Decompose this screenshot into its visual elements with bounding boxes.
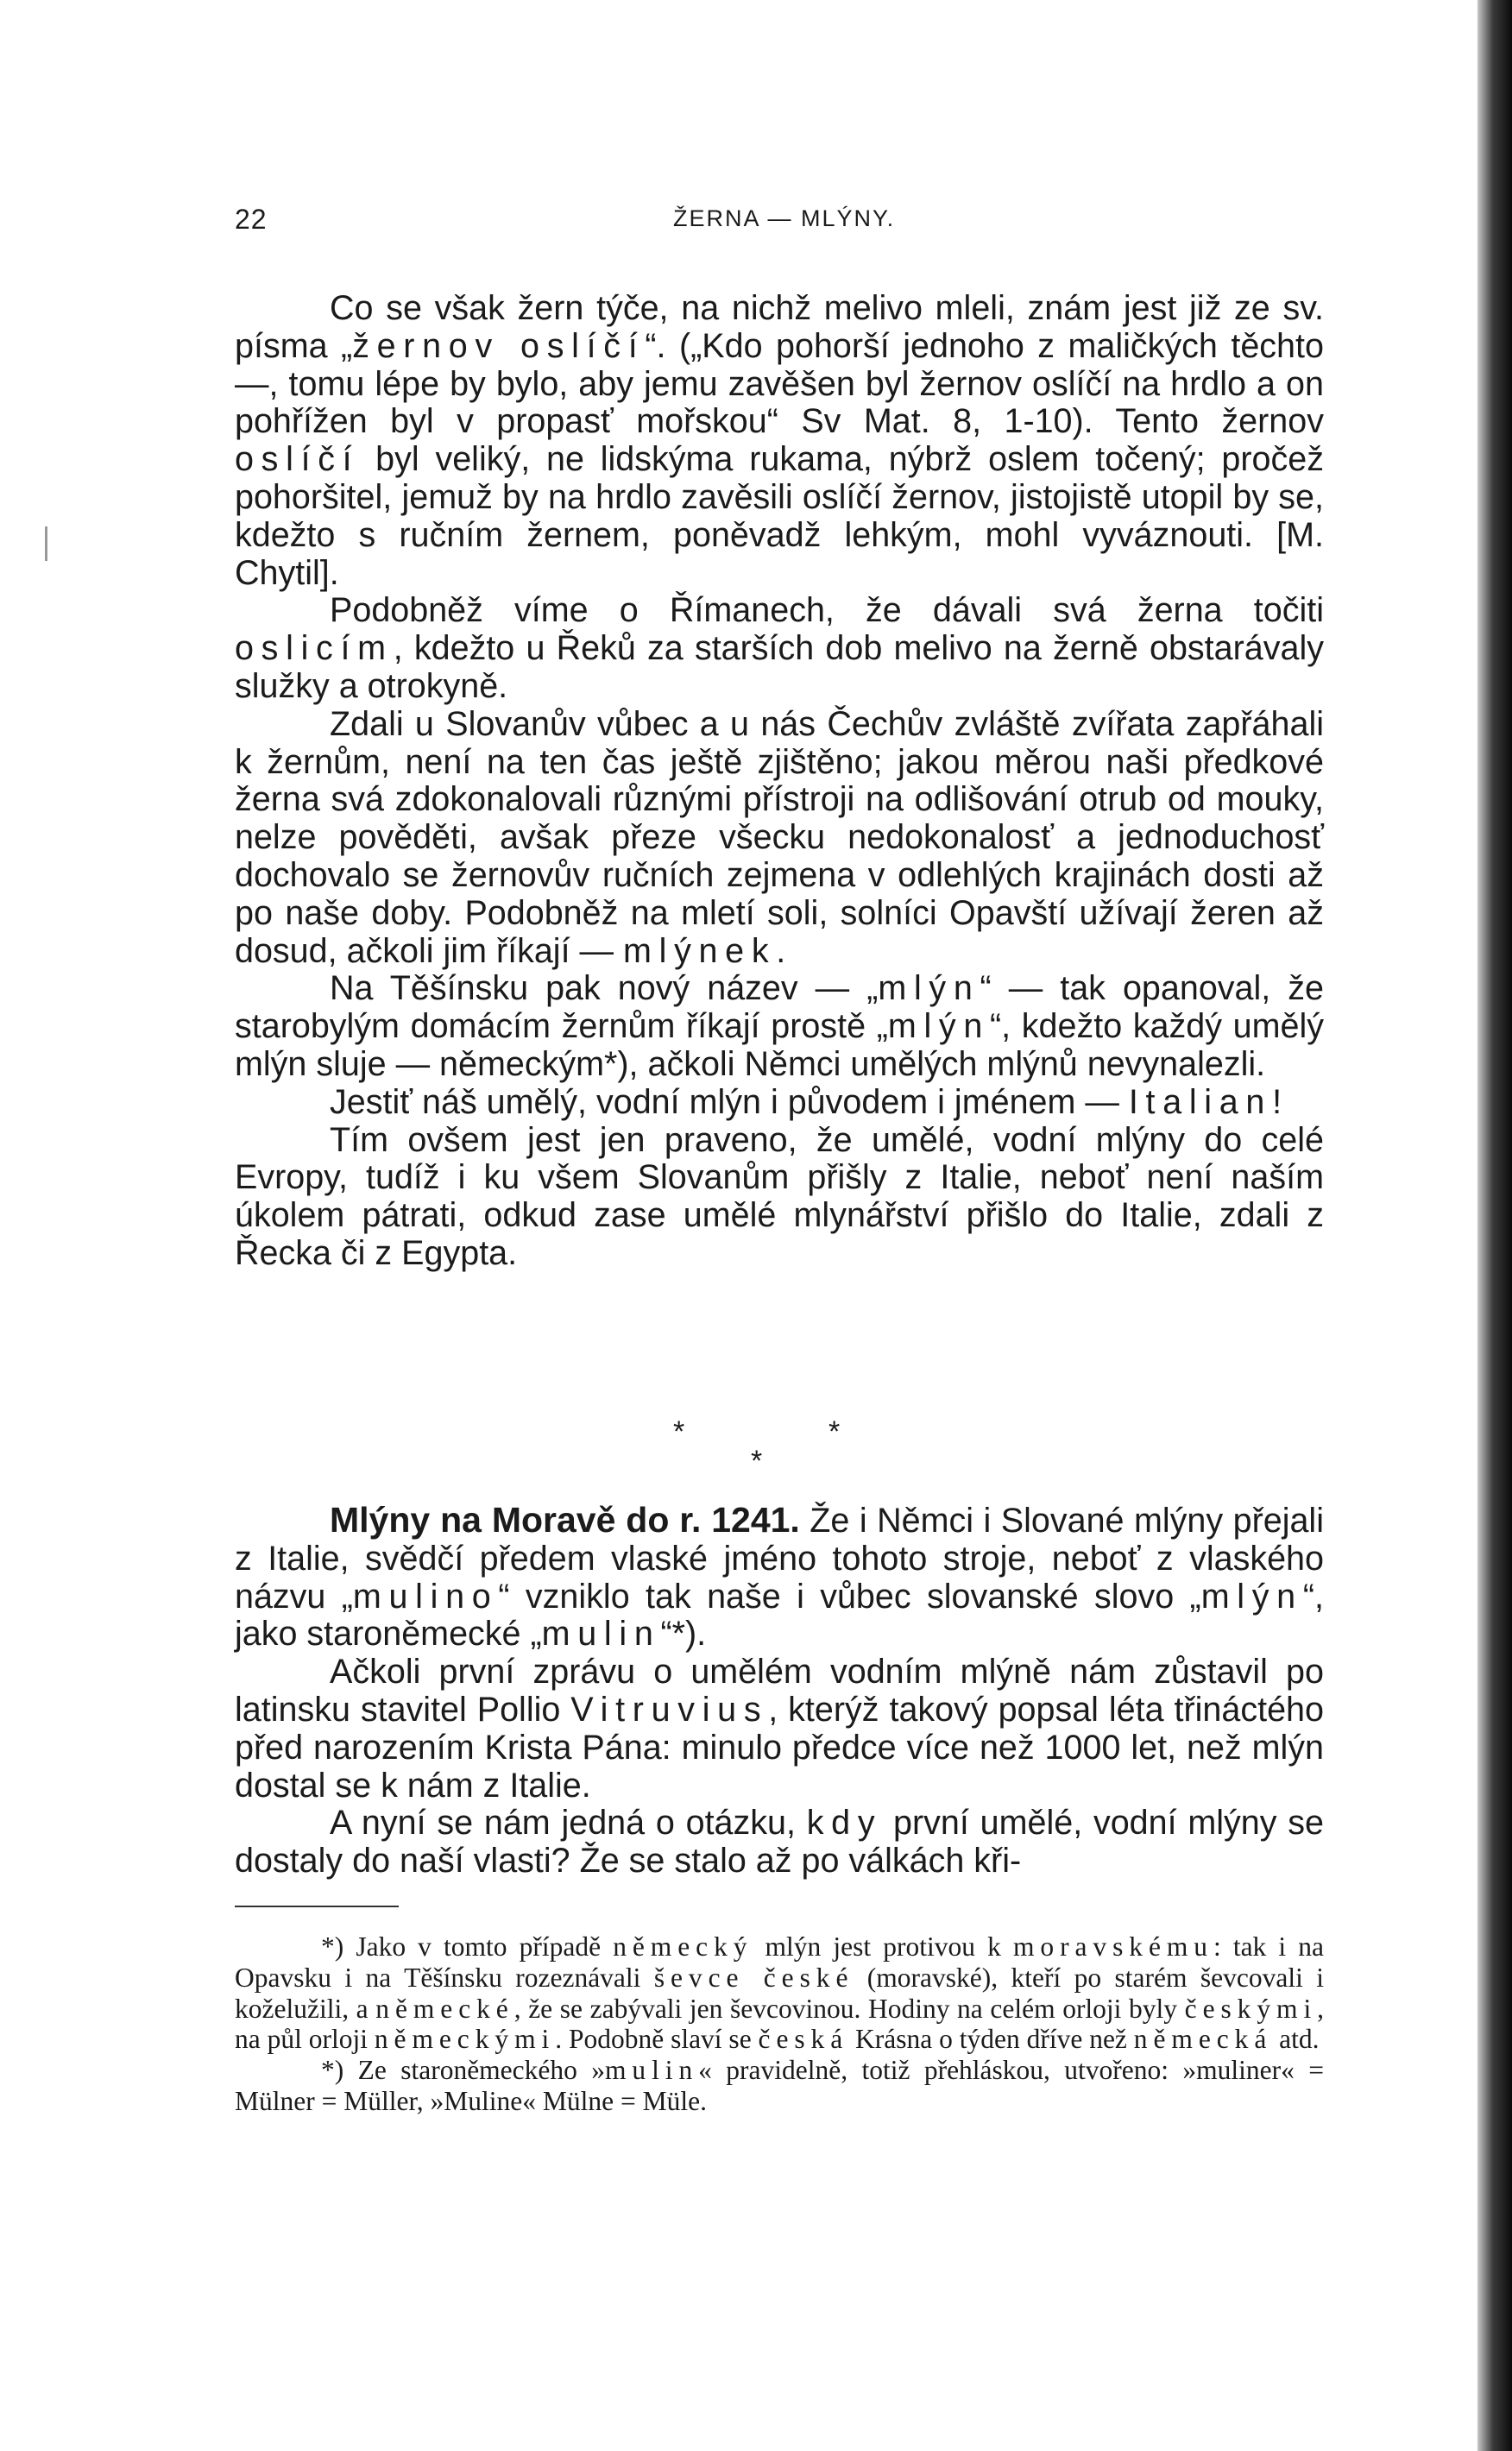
spaced-term: Vitruvius (570, 1690, 769, 1729)
paragraph: Mlýny na Moravě do r. 1241. Že i Němci i Slované mlýny přejali z Italie, svědčí předem vlaské jméno tohoto stroje, neboť z vlaského názvu „mulino“ vzniklo tak naše i vůbec slovanské slovo „mlýn“, jako staroněmecké „mulin“*). (235, 1500, 1324, 1654)
spaced-term: Italian! (1128, 1082, 1289, 1121)
asterisk: * (673, 1415, 685, 1448)
footnote: *) Jako v tomto případě německý mlýn jest protivou k moravskému: tak i na Opavsku i na Těšínsku rozeznávali ševce české (moravské), kteří po starém ševcovali i koželužili, a německé, že se zabývali jen ševcovinou. Hodiny na celém orloji byly českými, na půl orloji německými. Podobně slaví se česká Krásna o týden dříve než německá atd. (235, 1931, 1325, 2055)
section-heading: Mlýny na Moravě do r. 1241. (330, 1500, 800, 1540)
paragraph: Ačkoli první zprávu o umělém vodním mlýně nám zůstavil po latinsku stavitel Pollio Vitruvius, kterýž takový popsal léta třináctého před narozením Krista Pána: minulo předce více než 1000 let, než mlýn dostal se k nám z Italie. (235, 1653, 1324, 1805)
paragraph: Tím ovšem jest jen praveno, že umělé, vodní mlýny do celé Evropy, tudíž i ku všem Slovanům přišly z Italie, neboť není naším úkolem pátrati, odkud zase umělé mlynářství přišlo do Italie, zdali z Řecka či z Egypta. (235, 1120, 1324, 1272)
section-mlyny-na-morave (235, 1502, 1324, 1881)
footnote-rule (235, 1906, 399, 1907)
spaced-term: mlýn (1200, 1577, 1303, 1616)
footnotes (235, 1931, 1324, 2117)
footnote: *) Ze staroněmeckého »mulin« pravidelně, totiž přehláskou, utvořeno: »muliner« = Mülner = Müller, »Muline« Mülne = Müle. (235, 2055, 1324, 2116)
spaced-term: mulin (541, 1615, 661, 1654)
spaced-term: mlýnek (623, 931, 777, 970)
running-head: ŽERNA — MLÝNY. (673, 205, 896, 231)
asterisk: * (751, 1445, 763, 1478)
spaced-term: oslíčí (235, 440, 360, 479)
page-number: 22 (235, 204, 268, 235)
spaced-term: kdy (806, 1804, 883, 1843)
paragraph: A nyní se nám jedná o otázku, kdy první umělé, vodní mlýny se dostaly do naší vlasti? Že se stalo až po válkách kři- (235, 1804, 1324, 1881)
spaced-term: oslicím (235, 629, 394, 668)
paragraph: Zdali u Slovanův vůbec a u nás Čechův zvláště zvířata zapřáhali k žernům, není na ten čas ještě zjištěno; jakou měrou naši předkové žerna svá zdokonalovali různými přístroji na odlišování otrub od mouky, nelze pověděti, avšak přeze všecku nedokonalosť a jednoduchosť dochovalo se žernovův ručních zejmena v odlehlých krajinách dosti až po naše doby. Podobněž na mletí soli, solníci Opavští užívají žeren až dosud, ačkoli jim říkají — mlýnek. (235, 704, 1324, 970)
spaced-term: mulino (352, 1577, 499, 1616)
paragraph: Jestiť náš umělý, vodní mlýn i původem i jménem — Italian! (330, 1082, 1289, 1121)
paragraph: Co se však žern týče, na nichž melivo mleli, znám jest již ze sv. písma „žernov oslíčí“. („Kdo pohorší jednoho z maličkých těchto —, tomu lépe by bylo, aby jemu zavěšen byl žernov oslíčí na hrdlo a on pohřížen byl v propasť mořskou“ Sv Mat. 8, 1-10). Tento žernov oslíčí byl veliký, ne lidskýma rukama, nýbrž oslem točený; pročež pohoršitel, jemuž by na hrdlo zavěsili oslíčí žernov, jistojistě utopil by se, kdežto s ručním žernem, poněvadž lehkým, mohl vyváznouti. [M. Chytil]. (235, 289, 1324, 592)
spaced-term: žernov oslíčí (352, 326, 646, 365)
asterisk: * (828, 1415, 841, 1448)
section-divider (639, 1415, 898, 1476)
main-text (235, 290, 1324, 1273)
paragraph: Na Těšínsku pak nový název — „mlýn“ — tak opanoval, že starobylým domácím žernům říkají prostě „mlýn“, kdežto každý umělý mlýn sluje — německým*), ačkoli Němci umělých mlýnů nevynalezli. (235, 969, 1324, 1083)
paragraph: Podobněž víme o Římanech, že dávali svá žerna točiti oslicím, kdežto u Řeků za starších dob melivo na žerně obstarávaly služky a otrokyně. (235, 591, 1324, 705)
spaced-term: mlýn (878, 969, 980, 1008)
spaced-term: mlýn (887, 1007, 991, 1046)
